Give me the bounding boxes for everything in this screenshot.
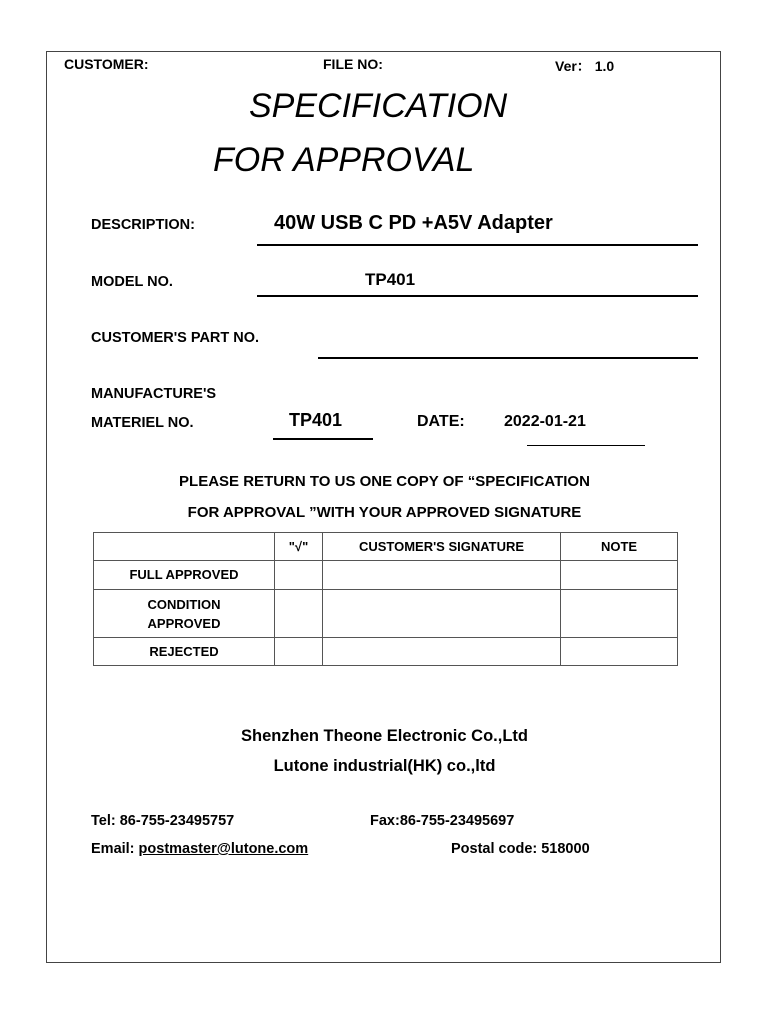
email-link[interactable]: postmaster@lutone.com — [138, 841, 309, 857]
manufacture-underline — [273, 438, 373, 440]
document-page — [46, 51, 721, 963]
table-row — [94, 561, 678, 590]
company-name: Shenzhen Theone Electronic Co.,Ltd — [241, 727, 528, 745]
description-label: DESCRIPTION: — [91, 217, 195, 233]
table-header-note: NOTE — [561, 533, 678, 561]
check-cell[interactable] — [275, 638, 323, 666]
check-cell[interactable] — [275, 590, 323, 638]
company-name-hk: Lutone industrial(HK) co.,ltd — [273, 757, 496, 775]
title-line-1: SPECIFICATION — [249, 87, 508, 125]
date-value: 2022-01-21 — [504, 413, 586, 430]
postal-code: Postal code: 518000 — [451, 841, 590, 857]
model-label: MODEL NO. — [91, 274, 173, 290]
signature-cell[interactable] — [323, 561, 561, 590]
note-cell[interactable] — [561, 561, 678, 590]
description-underline — [257, 244, 698, 246]
signature-cell[interactable] — [323, 638, 561, 666]
customer-part-label: CUSTOMER'S PART NO. — [91, 330, 260, 346]
email-label: Email: — [91, 841, 139, 857]
table-header-row — [94, 533, 678, 561]
row-label-condition-approved — [94, 590, 275, 638]
customer-label: CUSTOMER: — [64, 56, 149, 72]
row-label-rejected: REJECTED — [94, 638, 275, 666]
date-label: DATE: — [417, 413, 465, 430]
fax: Fax:86-755-23495697 — [370, 813, 515, 829]
email-line — [91, 841, 308, 857]
table-row — [94, 638, 678, 666]
approval-table — [93, 532, 678, 666]
row-label-full-approved: FULL APPROVED — [94, 561, 275, 590]
signature-cell[interactable] — [323, 590, 561, 638]
model-value: TP401 — [365, 270, 416, 289]
customer-part-underline — [318, 357, 698, 359]
notice-line-2: FOR APPROVAL ”WITH YOUR APPROVED SIGNATURE — [187, 504, 582, 521]
table-header-check: "√" — [275, 533, 323, 561]
table-header-cell — [94, 533, 275, 561]
version-label: Ver： 1.0 — [555, 58, 615, 74]
description-value: 40W USB C PD +A5V Adapter — [274, 212, 553, 234]
file-no-label: FILE NO: — [323, 56, 383, 72]
table-header-signature: CUSTOMER'S SIGNATURE — [323, 533, 561, 561]
notice-line-1: PLEASE RETURN TO US ONE COPY OF “SPECIFICATION — [179, 473, 590, 490]
manufacture-label-2: MATERIEL NO. — [91, 415, 194, 431]
row-label-line: APPROVED — [147, 615, 221, 631]
note-cell[interactable] — [561, 590, 678, 638]
table-row — [94, 590, 678, 638]
manufacture-value: TP401 — [289, 410, 343, 430]
date-underline — [527, 445, 645, 446]
row-label-line: CONDITION — [147, 596, 221, 612]
title-line-2: FOR APPROVAL — [213, 141, 475, 179]
check-cell[interactable] — [275, 561, 323, 590]
manufacture-label-1: MANUFACTURE'S — [91, 386, 217, 402]
telephone: Tel: 86-755-23495757 — [91, 813, 235, 829]
model-underline — [257, 295, 698, 297]
note-cell[interactable] — [561, 638, 678, 666]
